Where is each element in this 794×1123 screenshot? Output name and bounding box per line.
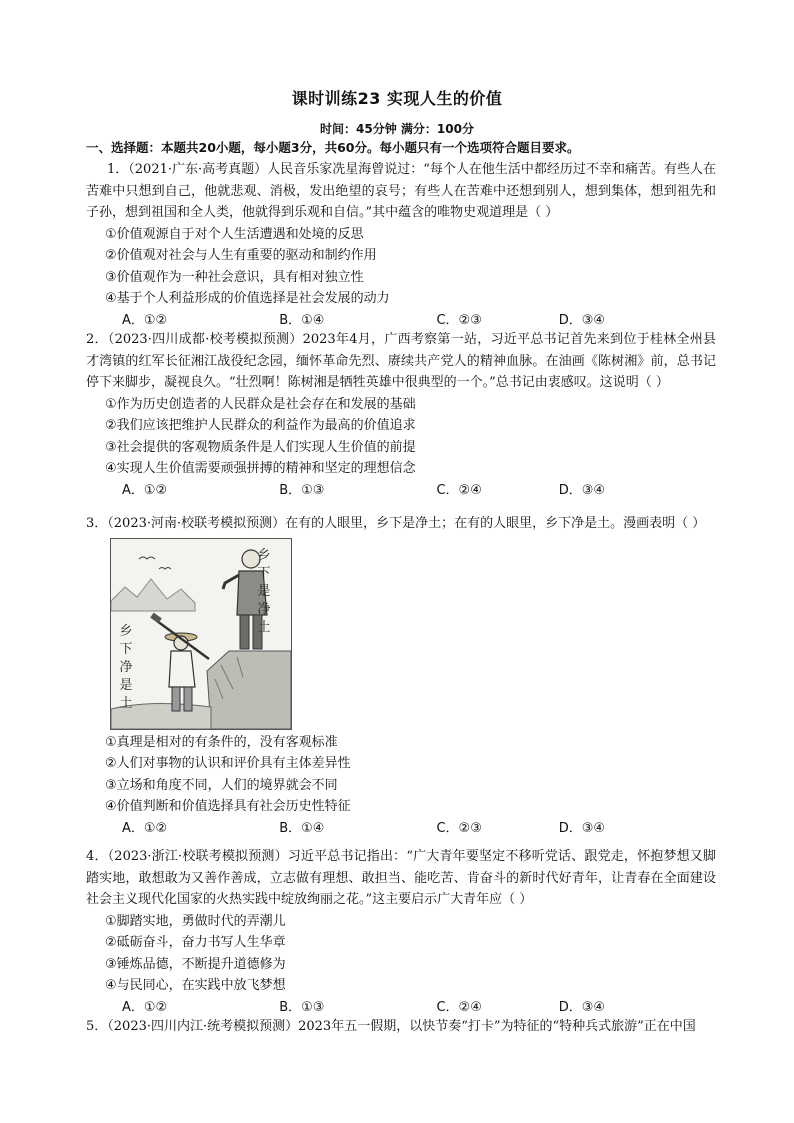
choice-d[interactable]: D．③④ [558, 999, 606, 1015]
question-stem: 2．（2023·四川成都·校考模拟预测）2023年4月，广西考察第一站，习近平总书记首先来到位于桂林全州县才湾镇的红军长征湘江战役纪念园，缅怀革命先烈、赓续共产党人的精神血脉。在油画《陈树湘》前，总书记停下来脚步，凝视良久。“壮烈啊！陈树湘是牺牲英雄中很典型的一个。”总书记由衷感叹。这说明（ ） [86, 332, 716, 390]
statement-4: ④实现人生价值需要顽强拼搏的精神和坚定的理想信念 [105, 461, 416, 476]
statement-3: ③价值观作为一种社会意识，具有相对独立性 [105, 269, 364, 285]
statement-1: ①价值观源自于对个人生活遭遇和处境的反思 [105, 226, 364, 242]
page-title: 课时训练23 实现人生的价值 [291, 89, 503, 108]
choice-a[interactable]: A．①② [122, 820, 168, 836]
question-1 [86, 159, 716, 331]
statement-4: ④与民同心，在实践中放飞梦想 [105, 978, 286, 993]
choice-c[interactable]: C．②④ [436, 482, 482, 498]
choice-a[interactable]: A．①② [122, 999, 168, 1015]
statement-3: ③立场和角度不同，人们的境界就会不同 [105, 777, 338, 793]
statement-4: ④基于个人利益形成的价值选择是社会发展的动力 [105, 291, 390, 306]
choice-d[interactable]: D．③④ [558, 312, 606, 328]
answer-choices [86, 997, 716, 1019]
choice-b[interactable]: B．①④ [279, 312, 325, 328]
statement-2: ②人们对事物的认识和评价具有主体差异性 [105, 756, 351, 771]
section-heading: 一、选择题：本题共20小题，每小题3分，共60分。每小题只有一个选项符合题目要求。 [86, 140, 580, 155]
statement-3: ③锤炼品德，不断提升道德修为 [105, 956, 286, 972]
choice-b[interactable]: B．①③ [279, 999, 325, 1015]
answer-choices [86, 310, 716, 332]
question-stem: 1．（2021·广东·高考真题）人民音乐家冼星海曾说过：“每个人在他生活中都经历过不幸和痛苦。有些人在苦难中只想到自己，他就悲观、消极，发出绝望的哀号；有些人在苦难中还想到别人，想到集体，想到祖先和子孙，想到祖国和全人类，他就得到乐观和自信。”其中蕴含的唯物史观道理是（ ） [86, 162, 716, 220]
statement-2: ②我们应该把维护人民群众的利益作为最高的价值追求 [105, 418, 416, 433]
question-5 [86, 1016, 716, 1040]
question-2 [86, 329, 716, 501]
question-3 [86, 513, 716, 839]
statement-2: ②砥砺奋斗，奋力书写人生华章 [105, 935, 286, 950]
cartoon-caption-right: 乡下是净土 [257, 547, 271, 635]
statement-3: ③社会提供的客观物质条件是人们实现人生价值的前提 [105, 439, 416, 455]
choice-c[interactable]: C．②④ [436, 999, 482, 1015]
statement-2: ②价值观对社会与人生有重要的驱动和制约作用 [105, 248, 377, 263]
choice-c[interactable]: C．②③ [436, 820, 482, 836]
choice-c[interactable]: C．②③ [436, 312, 482, 328]
statement-4: ④价值判断和价值选择具有社会历史性特征 [105, 799, 351, 814]
statement-1: ①作为历史创造者的人民群众是社会存在和发展的基础 [105, 396, 416, 412]
answer-choices [86, 480, 716, 502]
cartoon-caption-left: 乡下净是土 [119, 623, 133, 711]
question-stem: 5．（2023·四川内江·统考模拟预测）2023年五一假期，以快节奏“打卡”为特征的“特种兵式旅游”正在中国 [86, 1019, 696, 1034]
choice-a[interactable]: A．①② [122, 482, 168, 498]
cartoon-illustration [110, 538, 292, 730]
choice-b[interactable]: B．①③ [279, 482, 325, 498]
choice-b[interactable]: B．①④ [279, 820, 325, 836]
question-stem: 3．（2023·河南·校联考模拟预测）在有的人眼里，乡下是净土；在有的人眼里，乡下净是土。漫画表明（ ） [86, 516, 706, 531]
question-4 [86, 846, 716, 1018]
statement-1: ①脚踏实地，勇做时代的弄潮儿 [105, 913, 286, 929]
choice-d[interactable]: D．③④ [558, 482, 606, 498]
choice-a[interactable]: A．①② [122, 312, 168, 328]
exam-time-score: 时间：45分钟 满分：100分 [320, 122, 474, 136]
statement-1: ①真理是相对的有条件的，没有客观标准 [105, 734, 338, 750]
answer-choices [86, 818, 716, 840]
choice-d[interactable]: D．③④ [558, 820, 606, 836]
question-stem: 4．（2023·浙江·校联考模拟预测）习近平总书记指出：“广大青年要坚定不移听党话、跟党走，怀抱梦想又脚踏实地，敢想敢为又善作善成，立志做有理想、敢担当、能吃苦、肯奋斗的新时代好青年，让青春在全面建设社会主义现代化国家的火热实践中绽放绚丽之花。”这主要启示广大青年应（ ） [86, 849, 716, 907]
